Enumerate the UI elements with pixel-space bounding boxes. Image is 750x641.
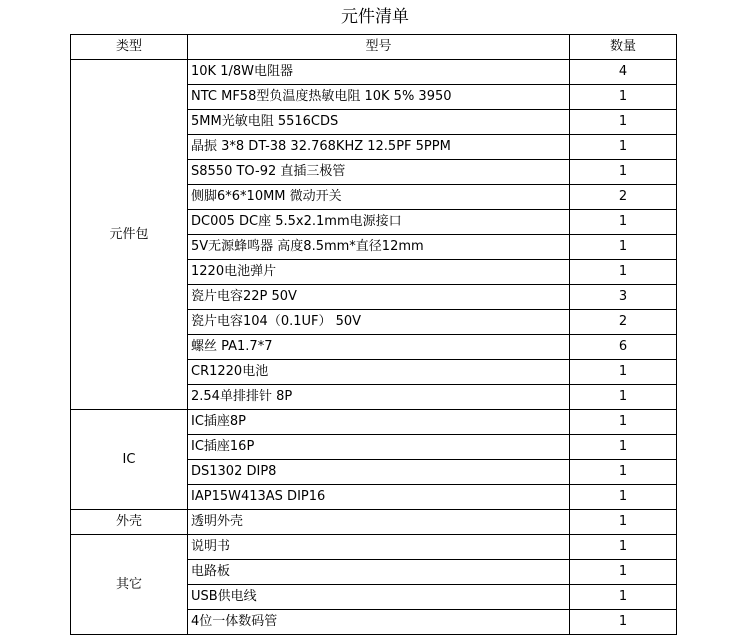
table-row xyxy=(71,60,677,85)
model-cell: 1220电池弹片 xyxy=(188,260,570,285)
table-row xyxy=(71,410,677,435)
page-title: 元件清单 xyxy=(341,7,409,27)
model-cell: 透明外壳 xyxy=(188,510,570,535)
quantity-cell: 6 xyxy=(570,335,677,360)
quantity-cell: 1 xyxy=(570,485,677,510)
quantity-cell: 1 xyxy=(570,435,677,460)
model-cell: IAP15W413AS DIP16 xyxy=(188,485,570,510)
quantity-cell: 1 xyxy=(570,85,677,110)
quantity-cell: 1 xyxy=(570,210,677,235)
table-row xyxy=(71,510,677,535)
category-cell: IC xyxy=(71,410,188,510)
quantity-cell: 3 xyxy=(570,285,677,310)
quantity-cell: 1 xyxy=(570,460,677,485)
category-cell: 元件包 xyxy=(71,60,188,410)
model-cell: 瓷片电容104（0.1UF） 50V xyxy=(188,310,570,335)
quantity-cell: 1 xyxy=(570,560,677,585)
quantity-cell: 4 xyxy=(570,60,677,85)
table-row xyxy=(71,535,677,560)
quantity-cell: 2 xyxy=(570,310,677,335)
quantity-cell: 1 xyxy=(570,585,677,610)
quantity-cell: 1 xyxy=(570,410,677,435)
header-model: 型号 xyxy=(188,35,570,60)
model-cell: 瓷片电容22P 50V xyxy=(188,285,570,310)
component-list-table xyxy=(70,34,677,635)
model-cell: CR1220电池 xyxy=(188,360,570,385)
quantity-cell: 1 xyxy=(570,535,677,560)
quantity-cell: 1 xyxy=(570,135,677,160)
model-cell: 电路板 xyxy=(188,560,570,585)
model-cell: USB供电线 xyxy=(188,585,570,610)
quantity-cell: 1 xyxy=(570,360,677,385)
model-cell: 5V无源蜂鸣器 高度8.5mm*直径12mm xyxy=(188,235,570,260)
quantity-cell: 1 xyxy=(570,260,677,285)
model-cell: DC005 DC座 5.5x2.1mm电源接口 xyxy=(188,210,570,235)
model-cell: 螺丝 PA1.7*7 xyxy=(188,335,570,360)
model-cell: IC插座8P xyxy=(188,410,570,435)
quantity-cell: 1 xyxy=(570,510,677,535)
table-body xyxy=(71,60,677,635)
model-cell: NTC MF58型负温度热敏电阻 10K 5% 3950 xyxy=(188,85,570,110)
quantity-cell: 1 xyxy=(570,610,677,635)
quantity-cell: 1 xyxy=(570,160,677,185)
category-cell: 外壳 xyxy=(71,510,188,535)
quantity-cell: 1 xyxy=(570,385,677,410)
header-row xyxy=(71,35,677,60)
model-cell: S8550 TO-92 直插三极管 xyxy=(188,160,570,185)
model-cell: DS1302 DIP8 xyxy=(188,460,570,485)
model-cell: 晶振 3*8 DT-38 32.768KHZ 12.5PF 5PPM xyxy=(188,135,570,160)
model-cell: 说明书 xyxy=(188,535,570,560)
model-cell: 10K 1/8W电阻器 xyxy=(188,60,570,85)
header-qty: 数量 xyxy=(570,35,677,60)
quantity-cell: 1 xyxy=(570,110,677,135)
model-cell: IC插座16P xyxy=(188,435,570,460)
model-cell: 侧脚6*6*10MM 微动开关 xyxy=(188,185,570,210)
quantity-cell: 1 xyxy=(570,235,677,260)
category-cell: 其它 xyxy=(71,535,188,635)
model-cell: 2.54单排排针 8P xyxy=(188,385,570,410)
header-type: 类型 xyxy=(71,35,188,60)
model-cell: 5MM光敏电阻 5516CDS xyxy=(188,110,570,135)
model-cell: 4位一体数码管 xyxy=(188,610,570,635)
quantity-cell: 2 xyxy=(570,185,677,210)
